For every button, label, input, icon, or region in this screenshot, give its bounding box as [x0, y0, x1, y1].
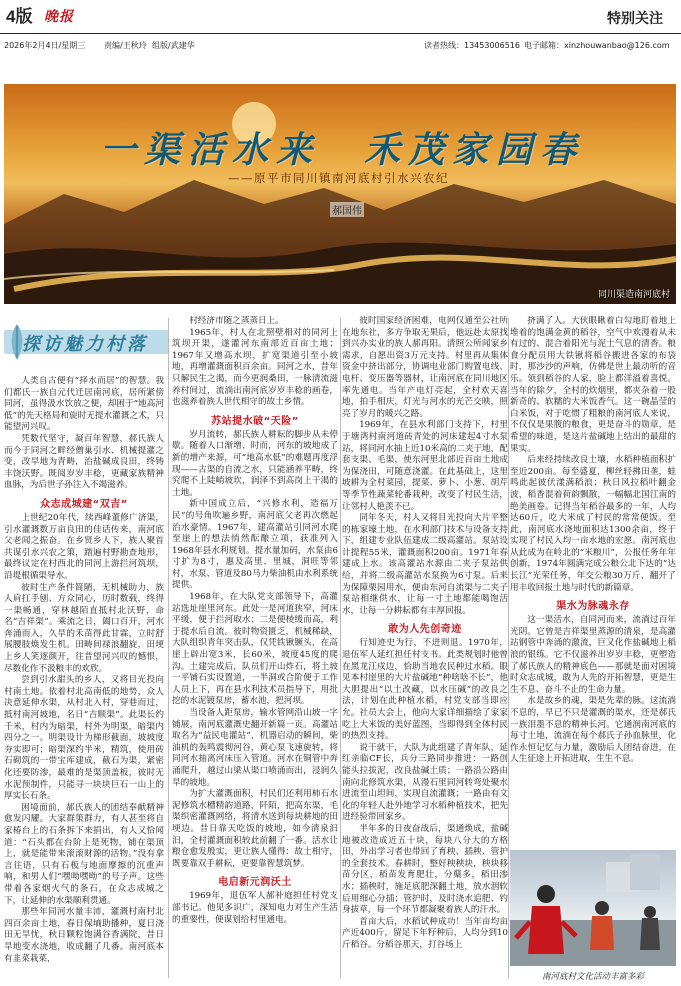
issue-date: 2026年2月4日/星期三 — [4, 41, 86, 50]
article-column-2 — [172, 316, 338, 982]
section-heading: 电启新元润沃土 — [218, 877, 292, 889]
hero-image — [4, 84, 676, 304]
culture-photo-scene — [510, 850, 676, 966]
paragraph: 当设备人距泵房，输水管网沿山坡一字铺展，南河底灌溉史翻开新篇一页。高灌站取名为“益民电灌站”，机器启动的瞬间，柴油机的轰鸣震彻河谷，黄心泵飞速旋转，将同河水抽离河床压入管道。河水在铜管中奔涌爬升，越过山梁从渠口喷涌而出，浸润久旱的坡地。 — [172, 708, 338, 788]
paragraph: 困境面前，郝氏族人的团结奉献精神愈发闪耀。大家群策群力，有人甚至将自家椿台上的石条拆下来捐出，有人又恰闻道：“石头都在台阶上是死物，铺在渠顶上，就是能带来滚滚财源的活物。”没有拿言往语，只有石板与地面摩擦的沉重声响，和男人们“嘿呦嘿呦”的号子声。这些带着各家烟火气的条石，在众志成城之下，让延伸的水渠顺利贯通。 — [4, 802, 164, 906]
paragraph: 同年冬天，村人又将目光投向大片平整的栋家壕土地，在水利部门技术与设备支持下，组建专业队伍建成二级高灌站。泵站设计提程55米，灌溉面积200亩。1971年春建成上水。该高灌站水源由二夹子泵站供给，并将二级高灌站水泵换为6寸泵。后来为保障栗园用水，便由东河自流渠与二夹子泵站相继供水，让每一寸土地都能喝饱活水，让每一分耕耘都有丰厚回报。 — [342, 513, 508, 616]
paragraph: 说干就干，大队为此组建了青年队，延红亲临CF长，兵分三路同步推进：一路创能头拉拔泥，改良盐碱土质；一路沿公路由南向北修筑水渠，从漫石里同河转弯处聚水进流至山坦间，实现自流灌溉；一路由有文化的年轻人赴外地学习水稻种植技术，把先进经验带回家乡。 — [342, 742, 508, 823]
hero-landscape — [4, 84, 676, 304]
paragraph: 凭数代坚守，凝百年智慧，郝氏族人而今于同河之畔经僧巢引水、机械提灌之变，改旱地为青畴，治盐碱成良田，终铸丰饶沃野。既阅岁岁丰稔，更藏家族精神血脉，为后世子孙注入不竭滋养。 — [4, 433, 164, 491]
culture-photo — [510, 850, 676, 966]
paragraph: 水是故乡的魂，渠是先辈的脉。这流淌不息的，早已不只是灌溉的渠水，还是郝氏一族泪墨不息的精神长河。它通润南河底的每寸土地，流淌在每个郝氏子孙血脉里，化作永恒记忆与力量，激励后人团结奋进，在人生征途上开拓进取，生生不息。 — [510, 696, 676, 765]
section-heading: 敢为人先创奇迹 — [388, 624, 462, 636]
section-heading: 众志成城建“双吉” — [40, 498, 128, 510]
column-divider — [340, 318, 341, 978]
paragraph: 1968年，在大队党支部领导下，高灌站选址崖里河东。此处一是河道狭窄，河床平缓，便于拦河取水；二是便棱缓而高，利于提水后自流。彼时物资匮乏，机械稀缺，大队组织青年突击队，仅凭铁锹镢头，在高崖上辟出宽3米，长60米，坡度45度的爬沟。土建完成后，队员们开山炸石，将土坡一平铺石实设置道，一半洞或合阶便于工作人员上下，再在县水利技术员指导下，用批挖的水泥镀泵房，蓄水池，把河坝。 — [172, 592, 338, 707]
column-banner-title: 探访魅力村落 — [22, 334, 148, 355]
article-column-3 — [342, 316, 508, 982]
email: 电子邮箱：xinzhouwanbao@126.com — [524, 41, 670, 50]
editor: 责编/王秋玲 — [104, 41, 147, 50]
layout-editor: 组版/武建华 — [152, 41, 195, 50]
paragraph: 行知迹史为行，不进则退。1970年，退伍军人延红担任村支书。此类规划时他曾在黑龙江戍边，恰助当地农民种过水稻。眼见本村崖里的大片盐碱地“种啥啥不长”，他大胆提出“以土改藏，以水压碱”的改良之法，计划在此种植水稻，村党支部当即应允。社员大会上，他向大家详细描绘了家家吃上大米饭的美好蓝图，当即得到全体村民的热烈支持。 — [342, 638, 508, 742]
paragraph: 首亩大后，水稻试种成功！当年亩均亩产近400斤，留足下年籽种后，人均分到10斤稻谷。分稻谷那天，打谷场上 — [342, 916, 508, 950]
section-heading: 渠水为脉魂永存 — [556, 601, 630, 613]
column-divider — [168, 318, 169, 978]
article-column-4 — [510, 316, 676, 846]
hero-caption: 同川渠造南河底村 — [597, 290, 670, 300]
page-number: 4版 — [6, 7, 33, 26]
column-divider — [508, 318, 509, 978]
page-meta — [4, 38, 676, 54]
paragraph: 岁月流转，郝氏族人耕耘的脚步从未停歇。随着人口渐增、时而，河东的坡地成了新的增产来源，可“地高水低”的难题再度浮现——古渠的自流之水，只能涵养平畴，终究爬不上陡峭坡坎，润泽不到高岗上干渴的土地。 — [172, 429, 338, 498]
page-header — [0, 0, 681, 34]
paragraph: 尝到引水甜头的乡人，又将目光投向村南土地。依着村北高南低的地势，众人决意延伸水渠，从村北入村，穿巷而过，抵村南河坡地，名日“吉顺渠”。此渠长约千米，村内为暗渠，村外为明渠，暗渠内四分之一。明渠设计为梯形截面，坡坡度夯实即可；暗渠深约半米，精筑，使用砖石砌筑的一带宝库建成，截石为渠，紧密化还要防渗，最难的是渠顶盖板，彼时无水泥预制件，只能寻一块块巨石一山上的厚实长石条。 — [4, 675, 164, 802]
section-title: 特别关注 — [607, 11, 663, 27]
paper-logo: 晚报 — [44, 9, 74, 25]
paragraph: 1969年，退伍军人郝补庭担任村党支部书记。他见多识广，深知电力对生产生活的重要性，便谋划给村里通电。 — [172, 891, 338, 925]
paragraph: 1965年，村人在北照壁相对的同河上筑坝开渠，遂灌河东南部近百亩土地；1967年又增高水坝，扩宽渠道引至小坡地，再增灌溉面积百余亩。同河之水，昔年只解民生之渴，而今更润桑田，一脉清流滋养村间过，流淌出南河底岁岁丰稔的画卷，也滋养着族人世代相守的故土乡情。 — [172, 327, 338, 408]
paragraph: 彼时国家经济困难，电网仅通至公社所在地东社，多方争取无果后，他远赴太原找到兴办实业的族人郝再阳。清照公所闻家乡需求，自愿出资3万元支持。村里再从集体资金中挤出部分，协调电业部门购置电线、电杆、变压器等器材，让南河底在同川地区率先通电。当年产电灯亮起，全村欢天喜地，拍手相庆，灯光与河水的光芒交映，照亮了岁月的暖兴之路。 — [342, 316, 508, 419]
column-banner — [4, 318, 169, 364]
paragraph: 半年多的日夜奋战后，渠通焕成，盐碱地被改造成近五十块，每块八分大的方格田，外出学习者也带回了育秧、插秧、管护的全套技术。春耕时，整好秧秧块，秧块移苗分区，稻苗发育肥壮，分蘖多，稻田渗水；插秧时，施足底肥深翻土地，放水洇软后用细心分插；管护时，及时浇水追肥、钓身拔草，每一个环节都凝聚着族人的汗水。 — [342, 823, 508, 916]
paragraph: 那些年同河水量丰沛，灌溉村南村北四百余亩土地，春日保墒助播种，夏日浇田无旱忧，秋日颗粒饱满谷香满院，昔日旱地变水浇地，收成翻了几番。南河底本有韭菜栽菜， — [4, 907, 164, 964]
paragraph: 上世纪20年代，续西峰董修广济渠，引水灌溉数万亩良田的佳话传来，南河底父老闻之振奋。在乡贤乡人下，族人聚首共谋引水兴农之策，踏遍村野勘查地形，最终议定在村西北的同河上游拦河筑坝，沿堤根循渠导水。 — [4, 512, 164, 581]
paragraph: 后来经持续改良土壤，水稻种植面积扩至近200亩。每至盛夏，柳丝轻拂田垄，蛙鸣此起彼伏漾满稻浪；秋日风拉稻叶翻金波，稻香混着荷韵飘散，一幅幅北国江南的绝美画卷。记得当年稻谷最多的一年，人均达60斤，吃大米成了村民的常常便饭。至此，南河底水浇地面积达1300余亩，终于实现了村民入均一亩水地的宏愿。南河底也从此成为在岭北的“米粮川”，公报任务年年创新，1974年圆满完成公粮公北下达的“达长江”光荣任务，年交公粮30万斤，翻开了用丰收回报土地与时代的新篇章。 — [510, 455, 676, 593]
section-heading: 苏站提水破“天险” — [211, 415, 299, 427]
paragraph: 人类自古便有“择水而居”的智慧。我们都氏一族自元代迁居南河底，居所紧傍同河，虽得汲水饮放之便，却困于“地高河低”的先天格局和旋时无提水灌溉之术，只能望河兴叹。 — [4, 376, 164, 433]
subheadline: ——原平市同川镇南河底村引水兴农纪 — [228, 171, 449, 185]
byline: 郝国伟 — [330, 202, 364, 217]
paragraph: 新中国成立后，“兴修水利，造福万民”的号角吹遍乡野，南河底父老再次燃起治水豪情。1967年，建高灌站引同河水爬至崖上的想法悄然酝酿立项，获准列入1968年县水利规划。提水量加码，水泵由6寸扩为8寸，惠及高里、里城，洞旺等邻村，水泵、管道及80马力柴油机由水利系统提供。 — [172, 499, 338, 591]
paragraph: 挤满了人。大伙眼瞅着白勾地盯着地上堆着的饱满金黄的稻谷，空气中欢漫着从未有过的、混合着阳光与泥土气息的清香。粮食分配员用大铁锹将稻谷搬进各家的布袋时，那沙沙的声响，仿佛是世上最动听的音乐。领到稻谷的人家，脸上都洋溢着喜悦。当年的除夕，全村的炊烟里，都夹杂着一股新奇的、软糯的大米饭香气。这一碗晶莹的白米饭，对于吃惯了粗粮的南河底人来说，不仅仅是果腹的粮食，更是奋斗的勋章，是希望的味道，是这片盐碱地上结出的最甜的果实。 — [510, 316, 676, 454]
paragraph: 村经济市随之蒸蒸日上。 — [189, 316, 284, 326]
paragraph: 这一渠活水，自同河而来，流淌过百年光阴。它曾是吉祥渠里蒸源的清泉，是高灌站钢管中奔涌的激流，巨又化作盐碱地上稻浪的银练。它不仅滋养出岁岁丰稔，更塑造了郝氏族人的精神底色——那就是面对困境时众志成城，敢为人先的开拓智慧，更是生生不息、奋斗不止的生命力量。 — [510, 615, 676, 695]
paragraph: 为扩大灌溉面积，村民们还利用柿石水泥修筑水槽精韵道路，阡陌，把高东渠，毛渠织密灌溉网络，将清水送到每块耕地的田埂边。昔日靠天吃饭的坡地，如今清泉汩汩，全村灌溉面积较此前翻了一番。活水让粮仓愈发殷实，更让族人懂得：故土相守，既要靠双手耕耘，更要靠智慧筑梦。 — [172, 789, 338, 869]
article-column-1 — [4, 376, 164, 982]
culture-photo-caption: 南河底村文化活动丰富多彩 — [541, 972, 644, 982]
headline: 一渠活水来 禾茂家园春 — [100, 129, 585, 171]
paragraph: 1969年，在县水利部门支持下，村里于塘湾村南河道砖青处的河床建起4寸水泵站，将同河水抽上近10米高的二夹于地，配套支渠、毛渠，使东河里北部近百亩土地成为保浇田，可随意浇灌。在此基础上，这里坡耕为全村菜园，提菜、萝卜、小葱、胡芹等季节性蔬菜轮番栽种，改变了村民生活，让邻村人艳羡不已。 — [342, 420, 508, 512]
reader-hotline: 读者热线：13453006516 — [424, 41, 520, 50]
paragraph: 彼时生产条件简陋，无机械助力，族人肩扛手刨、方众同心，历时数载，终得一渠畅通，穿林越陌直抵村北沃野，命名“吉祥渠”。乘流之日，阖口百开，河水奔涌而入，久旱的禾苗得此甘霖，立时舒展腰肢焕发生机。田畴间禄浪翻旋，田埂上乡人笑逐颜开，往昔望河兴叹的憾恨，尽数化作不汲粮丰的欢欣。 — [4, 582, 164, 674]
